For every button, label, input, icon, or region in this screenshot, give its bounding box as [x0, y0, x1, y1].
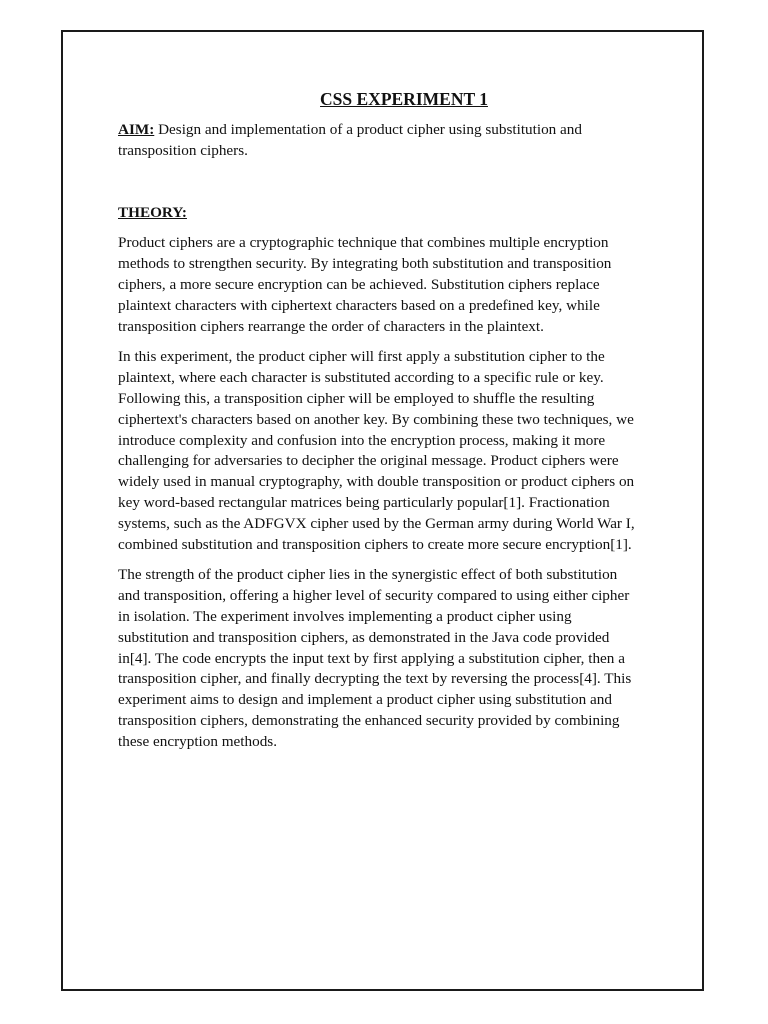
- aim-label: AIM:: [118, 121, 155, 138]
- aim-text: Design and implementation of a product cipher using substitution and transposition ciphers.: [118, 121, 582, 159]
- theory-paragraph: The strength of the product cipher lies in the synergistic effect of both substitution and transposition, offering a higher level of security compared to using either cipher in isolation. The experiment involves implementing a product cipher using substitution and transposition ciphers, as demonstrated in the Java code provided in[4]. The code encrypts the input text by first applying a substitution cipher, then a transposition cipher, and finally decrypting the text by reversing the process[4]. This experiment aims to design and implement a product cipher using substitution and transposition ciphers, demonstrating the enhanced security provided by combining these encryption methods.: [118, 566, 632, 750]
- theory-heading: THEORY:: [118, 203, 187, 221]
- document-title: CSS EXPERIMENT 1: [320, 89, 488, 109]
- theory-paragraph: Product ciphers are a cryptographic technique that combines multiple encryption methods to strengthen security. By integrating both substitution and transposition ciphers, a more secure encryption can be achieved. Substitution ciphers replace plaintext characters with ciphertext characters based on a predefined key, while transposition ciphers rearrange the order of characters in the plaintext.: [118, 234, 612, 335]
- aim-section: [118, 120, 642, 162]
- theory-paragraph: In this experiment, the product cipher will first apply a substitution cipher to the plaintext, where each character is substituted according to a specific rule or key. Following this, a transposition cipher will be employed to shuffle the resulting ciphertext's characters based on another key. By combining these two techniques, we introduce complexity and confusion into the encryption process, making it more challenging for adversaries to decipher the original message. Product ciphers were widely used in manual cryptography, with double transposition or product ciphers on key word-based rectangular matrices being particularly popular[1]. Fractionation systems, such as the ADFGVX cipher used by the German army during World War I, combined substitution and transposition ciphers to create more secure encryption[1].: [118, 348, 635, 553]
- document-body: [118, 87, 642, 763]
